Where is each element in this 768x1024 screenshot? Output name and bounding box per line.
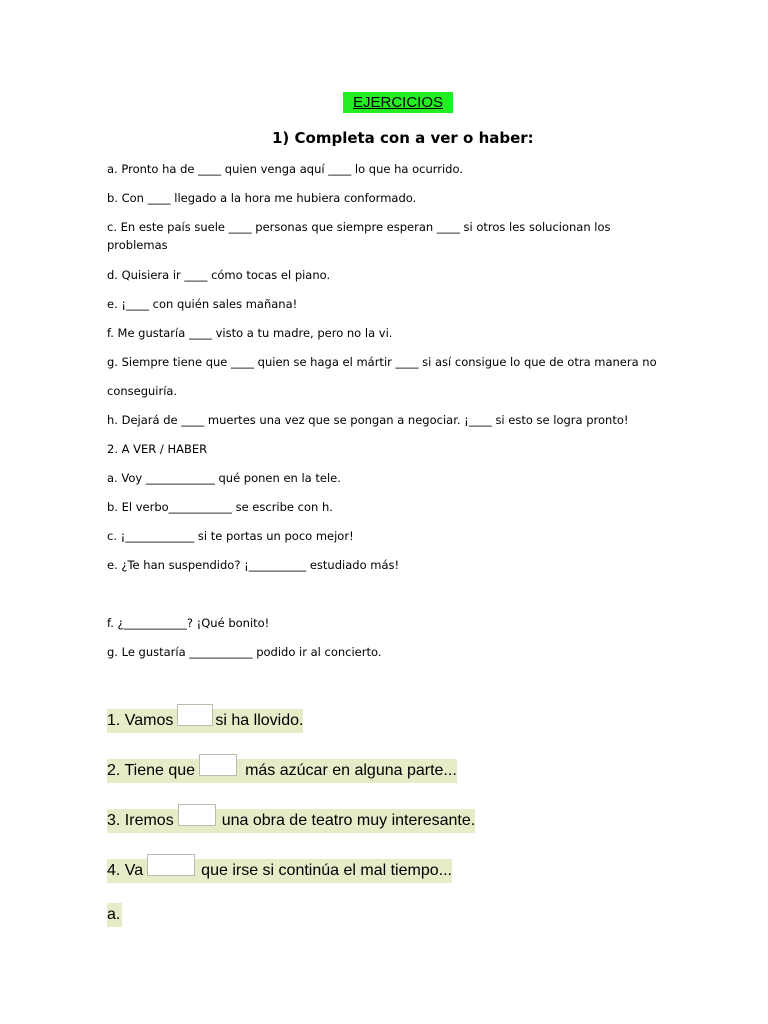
fill-item xyxy=(107,709,303,733)
exercise-line: d. Quisiera ir ____ cómo tocas el piano. xyxy=(107,268,331,282)
exercise-line: conseguiría. xyxy=(107,384,178,398)
exercise-line: f. Me gustaría ____ visto a tu madre, pero no la vi. xyxy=(107,326,393,340)
exercise-line: g. Le gustaría ___________ podido ir al concierto. xyxy=(107,645,382,659)
fill-item xyxy=(107,759,457,783)
fill-item xyxy=(107,859,452,883)
fill-item-after: si ha llovido. xyxy=(215,712,304,729)
fill-item-before: 2. Tiene que xyxy=(107,762,196,779)
fill-item-after: que irse si continúa el mal tiempo... xyxy=(201,862,452,879)
exercise-line: c. ¡____________ si te portas un poco mejor! xyxy=(107,529,354,543)
exercise-line: a. Pronto ha de ____ quien venga aquí ____ lo que ha ocurrido. xyxy=(107,162,463,176)
exercise-line: b. El verbo___________ se escribe con h. xyxy=(107,500,333,514)
exercise-line: g. Siempre tiene que ____ quien se haga el mártir ____ si así consigue lo que de otra manera no xyxy=(107,355,657,369)
answer-input[interactable] xyxy=(178,804,216,826)
fill-item-before: 1. Vamos xyxy=(107,712,174,729)
answer-input[interactable] xyxy=(177,704,213,726)
section2-title: 2. A VER / HABER xyxy=(107,442,208,456)
exercise-line: a. Voy ____________ qué ponen en la tele. xyxy=(107,471,341,485)
exercise-line: f. ¿___________? ¡Qué bonito! xyxy=(107,616,270,630)
exercise-line: b. Con ____ llegado a la hora me hubiera conformado. xyxy=(107,191,417,205)
fill-item xyxy=(107,809,475,833)
answer-input[interactable] xyxy=(147,854,195,876)
exercise-line: e. ¡____ con quién sales mañana! xyxy=(107,297,298,311)
page-title: EJERCICIOS xyxy=(343,92,453,113)
answer-input[interactable] xyxy=(199,754,237,776)
exercise-line: c. En este país suele ____ personas que siempre esperan ____ si otros les solucionan los problemas xyxy=(107,220,611,252)
exercise-line: h. Dejará de ____ muertes una vez que se pongan a negociar. ¡____ si esto se logra pronto! xyxy=(107,413,629,427)
fill-item-before: 4. Va xyxy=(107,862,144,879)
section1-title: 1) Completa con a ver o haber: xyxy=(272,129,534,147)
fill-item-last: a. xyxy=(107,903,122,927)
fill-item-before: 3. Iremos xyxy=(107,812,174,829)
exercise-line: e. ¿Te han suspendido? ¡__________ estudiado más! xyxy=(107,558,400,572)
fill-item-after: más azúcar en alguna parte... xyxy=(245,762,457,779)
fill-item-after: una obra de teatro muy interesante. xyxy=(221,812,476,829)
